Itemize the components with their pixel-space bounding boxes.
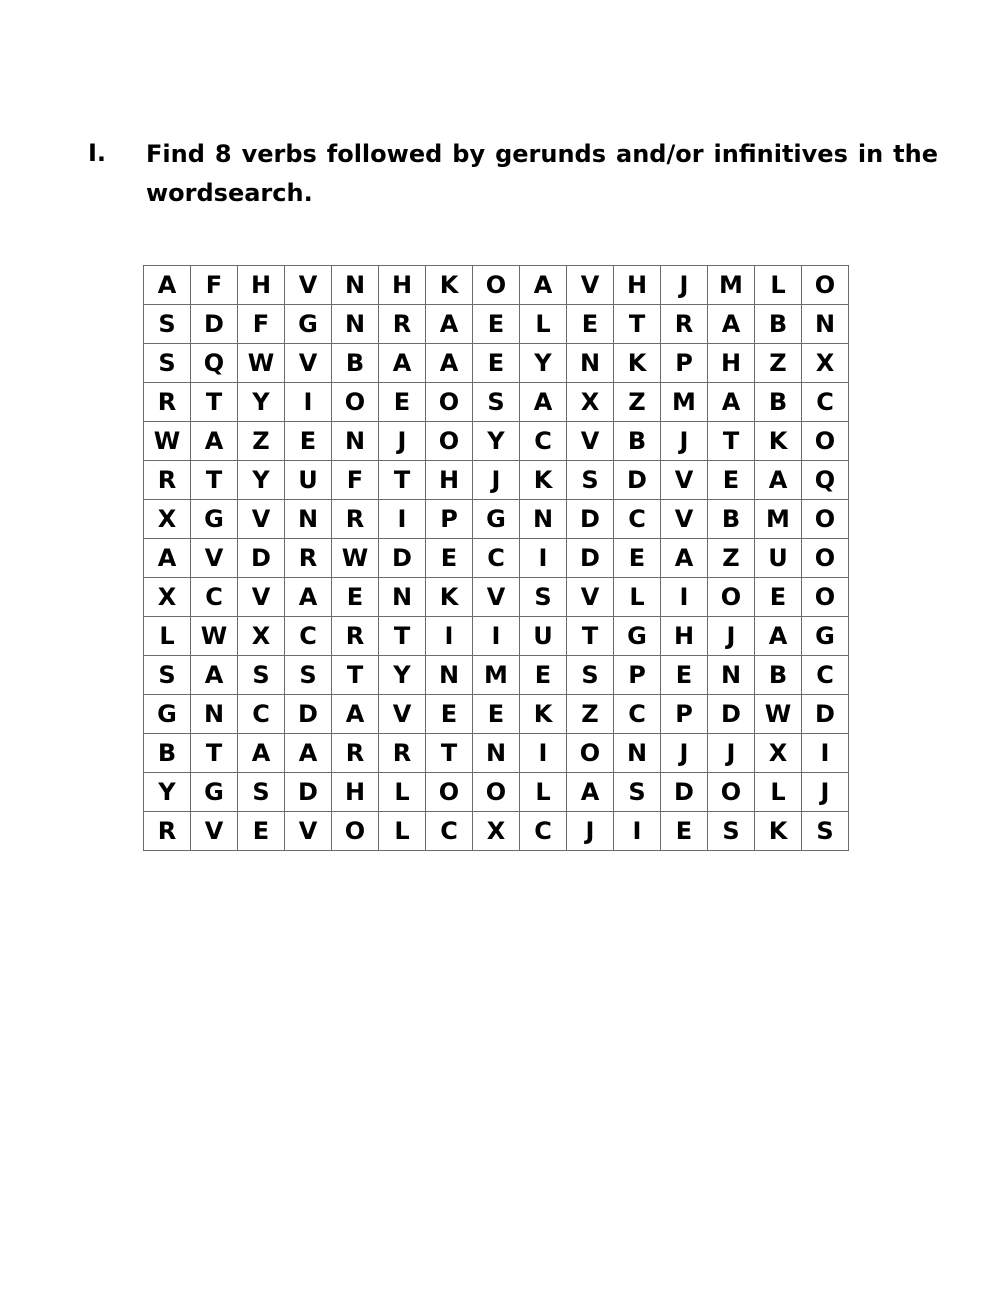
wordsearch-cell[interactable]: O [567, 734, 614, 773]
wordsearch-cell[interactable]: V [473, 578, 520, 617]
wordsearch-cell[interactable]: W [238, 344, 285, 383]
wordsearch-cell[interactable]: I [614, 812, 661, 851]
wordsearch-cell[interactable]: O [802, 539, 849, 578]
wordsearch-cell[interactable]: N [332, 422, 379, 461]
wordsearch-cell[interactable]: Z [708, 539, 755, 578]
wordsearch-cell[interactable]: S [144, 656, 191, 695]
wordsearch-cell[interactable]: X [755, 734, 802, 773]
wordsearch-cell[interactable]: G [191, 773, 238, 812]
wordsearch-cell[interactable]: W [144, 422, 191, 461]
wordsearch-cell[interactable]: A [755, 617, 802, 656]
wordsearch-cell[interactable]: A [708, 305, 755, 344]
wordsearch-cell[interactable]: T [379, 617, 426, 656]
wordsearch-cell[interactable]: S [567, 656, 614, 695]
wordsearch-row [144, 383, 849, 422]
wordsearch-cell[interactable]: G [285, 305, 332, 344]
wordsearch-cell[interactable]: X [473, 812, 520, 851]
wordsearch-cell[interactable]: V [238, 500, 285, 539]
wordsearch-cell[interactable]: T [614, 305, 661, 344]
wordsearch-cell[interactable]: V [567, 578, 614, 617]
wordsearch-cell[interactable]: K [755, 812, 802, 851]
wordsearch-cell[interactable]: K [755, 422, 802, 461]
wordsearch-cell[interactable]: O [332, 812, 379, 851]
wordsearch-cell[interactable]: E [473, 305, 520, 344]
wordsearch-cell[interactable]: F [238, 305, 285, 344]
wordsearch-cell[interactable]: N [191, 695, 238, 734]
wordsearch-cell[interactable]: N [708, 656, 755, 695]
wordsearch-cell[interactable]: T [379, 461, 426, 500]
wordsearch-cell[interactable]: J [661, 734, 708, 773]
wordsearch-cell[interactable]: E [238, 812, 285, 851]
wordsearch-cell[interactable]: C [191, 578, 238, 617]
wordsearch-cell[interactable]: C [520, 812, 567, 851]
wordsearch-cell[interactable]: Z [567, 695, 614, 734]
wordsearch-cell[interactable]: E [473, 344, 520, 383]
wordsearch-cell[interactable]: D [285, 695, 332, 734]
wordsearch-cell[interactable]: P [614, 656, 661, 695]
wordsearch-cell[interactable]: V [379, 695, 426, 734]
wordsearch-cell[interactable]: G [191, 500, 238, 539]
wordsearch-cell[interactable]: E [661, 812, 708, 851]
wordsearch-cell[interactable]: A [426, 344, 473, 383]
wordsearch-cell[interactable]: S [238, 773, 285, 812]
wordsearch-cell[interactable]: V [285, 812, 332, 851]
wordsearch-cell[interactable]: X [238, 617, 285, 656]
wordsearch-cell[interactable]: Q [802, 461, 849, 500]
wordsearch-cell[interactable]: C [802, 383, 849, 422]
wordsearch-cell[interactable]: R [379, 305, 426, 344]
wordsearch-cell[interactable]: L [755, 773, 802, 812]
wordsearch-cell[interactable]: K [426, 578, 473, 617]
wordsearch-cell[interactable]: W [755, 695, 802, 734]
wordsearch-cell[interactable]: E [755, 578, 802, 617]
wordsearch-cell[interactable]: J [661, 422, 708, 461]
wordsearch-cell[interactable]: T [708, 422, 755, 461]
wordsearch-cell[interactable]: N [332, 305, 379, 344]
wordsearch-cell[interactable]: H [238, 266, 285, 305]
wordsearch-cell[interactable]: Y [473, 422, 520, 461]
wordsearch-cell[interactable]: K [614, 344, 661, 383]
wordsearch-cell[interactable]: E [567, 305, 614, 344]
wordsearch-cell[interactable]: J [567, 812, 614, 851]
wordsearch-cell[interactable]: R [332, 617, 379, 656]
wordsearch-cell[interactable]: I [661, 578, 708, 617]
wordsearch-cell[interactable]: J [473, 461, 520, 500]
wordsearch-cell[interactable]: P [661, 695, 708, 734]
wordsearch-cell[interactable]: R [332, 734, 379, 773]
wordsearch-cell[interactable]: D [614, 461, 661, 500]
wordsearch-cell[interactable]: I [285, 383, 332, 422]
wordsearch-cell[interactable]: A [144, 266, 191, 305]
wordsearch-cell[interactable]: Y [379, 656, 426, 695]
wordsearch-cell[interactable]: M [661, 383, 708, 422]
wordsearch-cell[interactable]: D [567, 539, 614, 578]
wordsearch-cell[interactable]: B [755, 656, 802, 695]
wordsearch-cell[interactable]: D [661, 773, 708, 812]
wordsearch-cell[interactable]: A [332, 695, 379, 734]
wordsearch-cell[interactable]: O [426, 773, 473, 812]
wordsearch-cell[interactable]: G [802, 617, 849, 656]
wordsearch-cell[interactable]: A [567, 773, 614, 812]
wordsearch-cell[interactable]: B [755, 305, 802, 344]
wordsearch-cell[interactable]: I [473, 617, 520, 656]
wordsearch-row [144, 734, 849, 773]
wordsearch-cell[interactable]: S [708, 812, 755, 851]
wordsearch-row [144, 695, 849, 734]
wordsearch-cell[interactable]: E [708, 461, 755, 500]
wordsearch-cell[interactable]: X [802, 344, 849, 383]
wordsearch-cell[interactable]: R [144, 461, 191, 500]
wordsearch-cell[interactable]: V [238, 578, 285, 617]
wordsearch-cell[interactable]: I [802, 734, 849, 773]
wordsearch-cell[interactable]: U [520, 617, 567, 656]
wordsearch-cell[interactable]: N [614, 734, 661, 773]
wordsearch-cell[interactable]: E [614, 539, 661, 578]
wordsearch-cell[interactable]: C [520, 422, 567, 461]
wordsearch-cell[interactable]: M [755, 500, 802, 539]
wordsearch-cell[interactable]: E [332, 578, 379, 617]
wordsearch-cell[interactable]: J [661, 266, 708, 305]
wordsearch-cell[interactable]: H [379, 266, 426, 305]
wordsearch-cell[interactable]: L [755, 266, 802, 305]
wordsearch-cell[interactable]: N [520, 500, 567, 539]
wordsearch-cell[interactable]: M [473, 656, 520, 695]
wordsearch-cell[interactable]: K [426, 266, 473, 305]
wordsearch-cell[interactable]: V [191, 539, 238, 578]
wordsearch-cell[interactable]: N [802, 305, 849, 344]
wordsearch-cell[interactable]: C [473, 539, 520, 578]
wordsearch-cell[interactable]: M [708, 266, 755, 305]
wordsearch-row [144, 812, 849, 851]
wordsearch-row [144, 344, 849, 383]
wordsearch-row [144, 773, 849, 812]
wordsearch-cell[interactable]: L [520, 305, 567, 344]
wordsearch-cell[interactable]: E [520, 656, 567, 695]
wordsearch-cell[interactable]: O [802, 578, 849, 617]
wordsearch-cell[interactable]: S [144, 344, 191, 383]
wordsearch-cell[interactable]: E [661, 656, 708, 695]
wordsearch-cell[interactable]: T [426, 734, 473, 773]
wordsearch-cell[interactable]: R [144, 383, 191, 422]
wordsearch-cell[interactable]: Y [238, 383, 285, 422]
wordsearch-row [144, 461, 849, 500]
wordsearch-cell[interactable]: D [238, 539, 285, 578]
wordsearch-cell[interactable]: A [285, 578, 332, 617]
wordsearch-cell[interactable]: O [473, 773, 520, 812]
wordsearch-cell[interactable]: L [379, 812, 426, 851]
wordsearch-cell[interactable]: C [802, 656, 849, 695]
wordsearch-cell[interactable]: R [379, 734, 426, 773]
wordsearch-cell[interactable]: N [567, 344, 614, 383]
wordsearch-cell[interactable]: U [755, 539, 802, 578]
wordsearch-cell[interactable]: A [755, 461, 802, 500]
wordsearch-cell[interactable]: R [661, 305, 708, 344]
wordsearch-row [144, 422, 849, 461]
wordsearch-cell[interactable]: S [567, 461, 614, 500]
wordsearch-cell[interactable]: J [802, 773, 849, 812]
wordsearch-cell[interactable]: X [567, 383, 614, 422]
wordsearch-cell[interactable]: P [426, 500, 473, 539]
wordsearch-cell[interactable]: Z [755, 344, 802, 383]
wordsearch-cell[interactable]: O [473, 266, 520, 305]
wordsearch-cell[interactable]: L [520, 773, 567, 812]
wordsearch-cell[interactable]: N [332, 266, 379, 305]
wordsearch-cell[interactable]: G [614, 617, 661, 656]
wordsearch-cell[interactable]: B [332, 344, 379, 383]
wordsearch-cell[interactable]: N [285, 500, 332, 539]
wordsearch-grid [143, 265, 849, 851]
wordsearch-cell[interactable]: A [520, 266, 567, 305]
wordsearch-cell[interactable]: B [614, 422, 661, 461]
wordsearch-cell[interactable]: J [708, 617, 755, 656]
wordsearch-cell[interactable]: R [144, 812, 191, 851]
wordsearch-cell[interactable]: C [614, 695, 661, 734]
wordsearch-cell[interactable]: C [238, 695, 285, 734]
wordsearch-cell[interactable]: U [285, 461, 332, 500]
wordsearch-cell[interactable]: V [567, 266, 614, 305]
wordsearch-cell[interactable]: D [285, 773, 332, 812]
wordsearch-cell[interactable]: A [191, 422, 238, 461]
wordsearch-cell[interactable]: H [614, 266, 661, 305]
wordsearch-cell[interactable]: C [614, 500, 661, 539]
wordsearch-cell[interactable]: T [332, 656, 379, 695]
wordsearch-cell[interactable]: G [473, 500, 520, 539]
wordsearch-cell[interactable]: I [426, 617, 473, 656]
wordsearch-cell[interactable]: I [379, 500, 426, 539]
wordsearch-cell[interactable]: J [708, 734, 755, 773]
wordsearch-cell[interactable]: L [379, 773, 426, 812]
wordsearch-cell[interactable]: H [332, 773, 379, 812]
wordsearch-cell[interactable]: O [426, 383, 473, 422]
wordsearch-cell[interactable]: D [567, 500, 614, 539]
wordsearch-cell[interactable]: O [332, 383, 379, 422]
wordsearch-cell[interactable]: R [332, 500, 379, 539]
wordsearch-cell[interactable]: S [285, 656, 332, 695]
wordsearch-cell[interactable]: V [661, 461, 708, 500]
wordsearch-cell[interactable]: A [285, 734, 332, 773]
wordsearch-cell[interactable]: F [191, 266, 238, 305]
wordsearch-cell[interactable]: P [661, 344, 708, 383]
wordsearch-cell[interactable]: V [567, 422, 614, 461]
wordsearch-cell[interactable]: T [567, 617, 614, 656]
wordsearch-cell[interactable]: E [379, 383, 426, 422]
wordsearch-row [144, 617, 849, 656]
wordsearch-cell[interactable]: F [332, 461, 379, 500]
wordsearch-cell[interactable]: H [708, 344, 755, 383]
wordsearch-cell[interactable]: K [520, 695, 567, 734]
wordsearch-cell[interactable]: O [708, 578, 755, 617]
wordsearch-cell[interactable]: A [191, 656, 238, 695]
wordsearch-cell[interactable]: E [426, 539, 473, 578]
wordsearch-cell[interactable]: L [144, 617, 191, 656]
wordsearch-cell[interactable]: D [191, 305, 238, 344]
wordsearch-cell[interactable]: T [191, 461, 238, 500]
wordsearch-cell[interactable]: Y [238, 461, 285, 500]
wordsearch-cell[interactable]: D [802, 695, 849, 734]
wordsearch-cell[interactable]: L [614, 578, 661, 617]
wordsearch-cell[interactable]: O [802, 500, 849, 539]
wordsearch-row [144, 500, 849, 539]
wordsearch-cell[interactable]: K [520, 461, 567, 500]
wordsearch-cell[interactable]: E [473, 695, 520, 734]
instruction-text: Find 8 verbs followed by gerunds and/or infinitives in the wordsearch. [146, 140, 938, 207]
wordsearch-cell[interactable]: D [708, 695, 755, 734]
wordsearch-cell[interactable]: A [238, 734, 285, 773]
wordsearch-cell[interactable]: X [144, 500, 191, 539]
wordsearch-cell[interactable]: J [379, 422, 426, 461]
wordsearch-cell[interactable]: B [144, 734, 191, 773]
wordsearch-cell[interactable]: Z [614, 383, 661, 422]
wordsearch-cell[interactable]: R [285, 539, 332, 578]
wordsearch-cell[interactable]: N [426, 656, 473, 695]
wordsearch-cell[interactable]: S [238, 656, 285, 695]
wordsearch-cell[interactable]: C [285, 617, 332, 656]
wordsearch-cell[interactable]: Z [238, 422, 285, 461]
wordsearch-cell[interactable]: I [520, 539, 567, 578]
wordsearch-cell[interactable]: E [426, 695, 473, 734]
wordsearch-cell[interactable]: O [426, 422, 473, 461]
wordsearch-cell[interactable]: E [285, 422, 332, 461]
wordsearch-cell[interactable]: Y [520, 344, 567, 383]
wordsearch-cell[interactable]: G [144, 695, 191, 734]
wordsearch-cell[interactable]: S [473, 383, 520, 422]
wordsearch-cell[interactable]: B [708, 500, 755, 539]
wordsearch-cell[interactable]: S [614, 773, 661, 812]
wordsearch-cell[interactable]: N [473, 734, 520, 773]
wordsearch-cell[interactable]: W [191, 617, 238, 656]
wordsearch-cell[interactable]: V [661, 500, 708, 539]
wordsearch-cell[interactable]: N [379, 578, 426, 617]
wordsearch-cell[interactable]: H [661, 617, 708, 656]
wordsearch-cell[interactable]: H [426, 461, 473, 500]
wordsearch-row [144, 266, 849, 305]
wordsearch-cell[interactable]: S [144, 305, 191, 344]
wordsearch-cell[interactable]: T [191, 734, 238, 773]
wordsearch-cell[interactable]: S [802, 812, 849, 851]
wordsearch-row [144, 539, 849, 578]
wordsearch-cell[interactable]: C [426, 812, 473, 851]
wordsearch-cell[interactable]: S [520, 578, 567, 617]
wordsearch-cell[interactable]: B [755, 383, 802, 422]
wordsearch-cell[interactable]: Y [144, 773, 191, 812]
wordsearch-cell[interactable]: W [332, 539, 379, 578]
wordsearch-cell[interactable]: I [520, 734, 567, 773]
wordsearch-cell[interactable]: A [661, 539, 708, 578]
wordsearch-cell[interactable]: O [708, 773, 755, 812]
wordsearch-cell[interactable]: V [285, 344, 332, 383]
wordsearch-cell[interactable]: O [802, 266, 849, 305]
wordsearch-cell[interactable]: V [285, 266, 332, 305]
wordsearch-row [144, 656, 849, 695]
wordsearch-cell[interactable]: V [191, 812, 238, 851]
wordsearch-cell[interactable]: X [144, 578, 191, 617]
wordsearch-cell[interactable]: A [708, 383, 755, 422]
wordsearch-cell[interactable]: A [379, 344, 426, 383]
wordsearch-cell[interactable]: T [191, 383, 238, 422]
wordsearch-cell[interactable]: O [802, 422, 849, 461]
wordsearch-cell[interactable]: A [520, 383, 567, 422]
wordsearch-row [144, 578, 849, 617]
wordsearch-cell[interactable]: D [379, 539, 426, 578]
wordsearch-cell[interactable]: A [426, 305, 473, 344]
wordsearch-cell[interactable]: Q [191, 344, 238, 383]
wordsearch-row [144, 305, 849, 344]
instruction-number: I. [88, 139, 107, 167]
wordsearch-cell[interactable]: A [144, 539, 191, 578]
